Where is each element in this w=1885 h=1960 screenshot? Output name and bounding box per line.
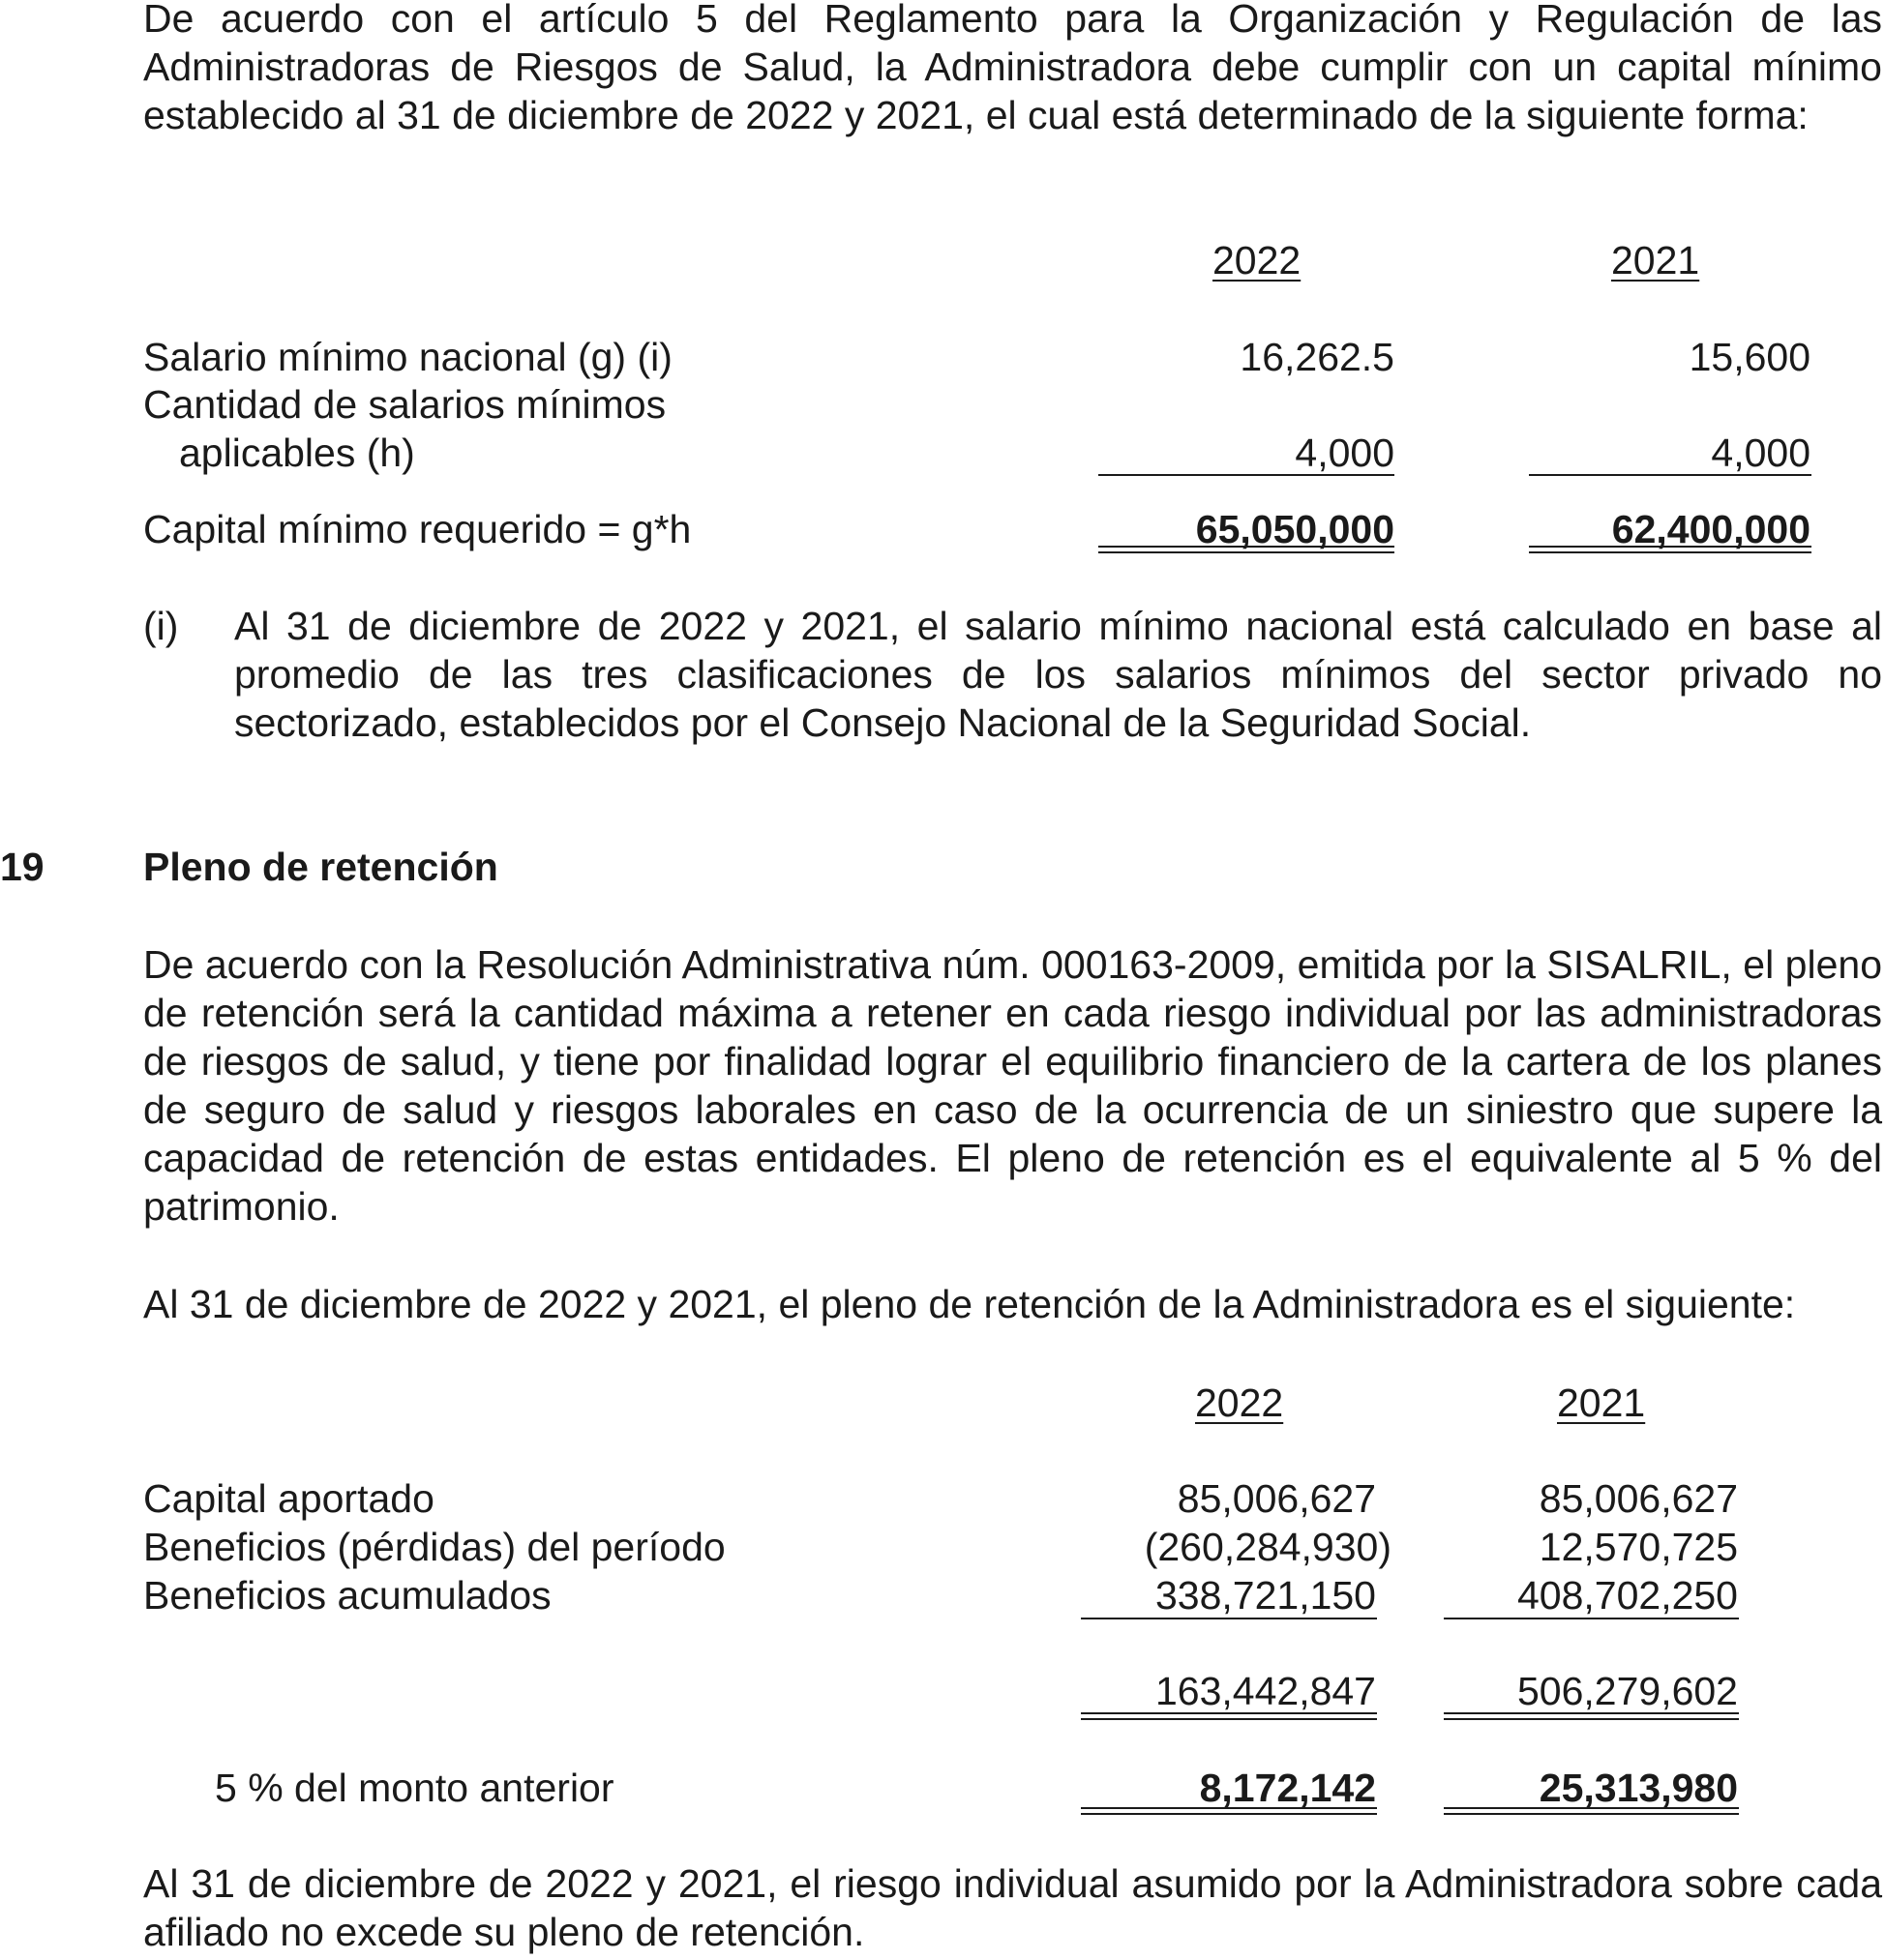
table2-pct-double-rule-2022 [1081,1807,1377,1815]
table2-subtotal-rule-2022 [1081,1618,1377,1619]
section-title: Pleno de retención [143,845,498,889]
table2-pct-double-rule-2021 [1444,1807,1739,1815]
table1-row-cantidad-label-1: Cantidad de salarios mínimos [143,382,667,427]
table1-row-cantidad-2022: 4,000 [1295,431,1394,475]
table2-subtotal-rule-2021 [1444,1618,1739,1619]
table1-row-capital-2021: 62,400,000 [1611,507,1810,551]
table1-header-2021: 2021 [1611,238,1700,282]
section-paragraph-1: De acuerdo con la Resolución Administrativa núm. 000163-2009, emitida por la SISALRIL, el pleno de retención será la cantidad máxima a retener en cada riesgo individual por las administradoras de riesgos de salud, y tiene por finalidad lograr el equilibrio financiero de la cartera de los planes de seguro de salud y riesgos laborales en caso de la ocurrencia de un siniestro que supere la capacidad de retención de estas entidades. El pleno de retención es el equivalente al 5 % del patrimonio. [143,942,1882,1229]
table1-row-capital-2022: 65,050,000 [1195,507,1394,551]
table1-row-salario-label: Salario mínimo nacional (g) (i) [143,335,673,379]
table1-total-double-rule-2022 [1098,546,1394,553]
table2-header-2022: 2022 [1195,1381,1284,1425]
table2-row-pct-2022: 8,172,142 [1199,1766,1376,1810]
table2-row-total-2022: 163,442,847 [1154,1669,1376,1713]
table1-header-2022: 2022 [1212,238,1302,282]
section-paragraph-2: Al 31 de diciembre de 2022 y 2021, el pleno de retención de la Administradora es el siguiente: [143,1282,1796,1326]
table1-row-capital-label: Capital mínimo requerido = g*h [143,507,692,551]
table2-row-beneficios-label: Beneficios (pérdidas) del período [143,1525,726,1569]
intro-paragraph: De acuerdo con el artículo 5 del Reglamento para la Organización y Regulación de las Administradoras de Riesgos de Salud, la Administradora debe cumplir con un capital mínimo establecido al 31 de diciembre de 2022 y 2021, el cual está determinado de la siguiente forma: [143,0,1882,137]
table2-row-capital-2022: 85,006,627 [1177,1476,1376,1521]
table2-header-2021: 2021 [1557,1381,1646,1425]
table2-row-beneficios-2021: 12,570,725 [1539,1525,1738,1569]
table1-row-cantidad-2021: 4,000 [1711,431,1810,475]
table2-row-acumulados-2022: 338,721,150 [1154,1573,1376,1618]
table2-row-beneficios-2022: (260,284,930) [1144,1525,1391,1569]
table2-total-double-rule-2022 [1081,1712,1377,1720]
table1-total-double-rule-2021 [1529,546,1811,553]
table2-row-total-2021: 506,279,602 [1516,1669,1738,1713]
table1-row-salario-2022: 16,262.5 [1240,335,1394,379]
note-i-text: Al 31 de diciembre de 2022 y 2021, el salario mínimo nacional está calculado en base al promedio de las tres clasificaciones de los salarios mínimos del sector privado no sectorizado, establecidos por el Consejo Nacional de la Seguridad Social. [234,604,1882,745]
table2-row-pct-2021: 25,313,980 [1539,1766,1738,1810]
table1-subtotal-rule-2022 [1098,474,1394,476]
section-number: 19 [0,845,45,889]
table2-total-double-rule-2021 [1444,1712,1739,1720]
table2-row-acumulados-label: Beneficios acumulados [143,1573,552,1618]
table1-row-cantidad-label-2: aplicables (h) [179,431,415,475]
table2-row-pct-label: 5 % del monto anterior [215,1766,614,1810]
table2-row-acumulados-2021: 408,702,250 [1516,1573,1738,1618]
note-i-marker: (i) [143,604,179,648]
table1-row-salario-2021: 15,600 [1689,335,1810,379]
table2-row-capital-label: Capital aportado [143,1476,434,1521]
table2-row-capital-2021: 85,006,627 [1539,1476,1738,1521]
closing-paragraph: Al 31 de diciembre de 2022 y 2021, el riesgo individual asumido por la Administradora sobre cada afiliado no excede su pleno de retención. [143,1861,1882,1954]
table1-subtotal-rule-2021 [1529,474,1811,476]
